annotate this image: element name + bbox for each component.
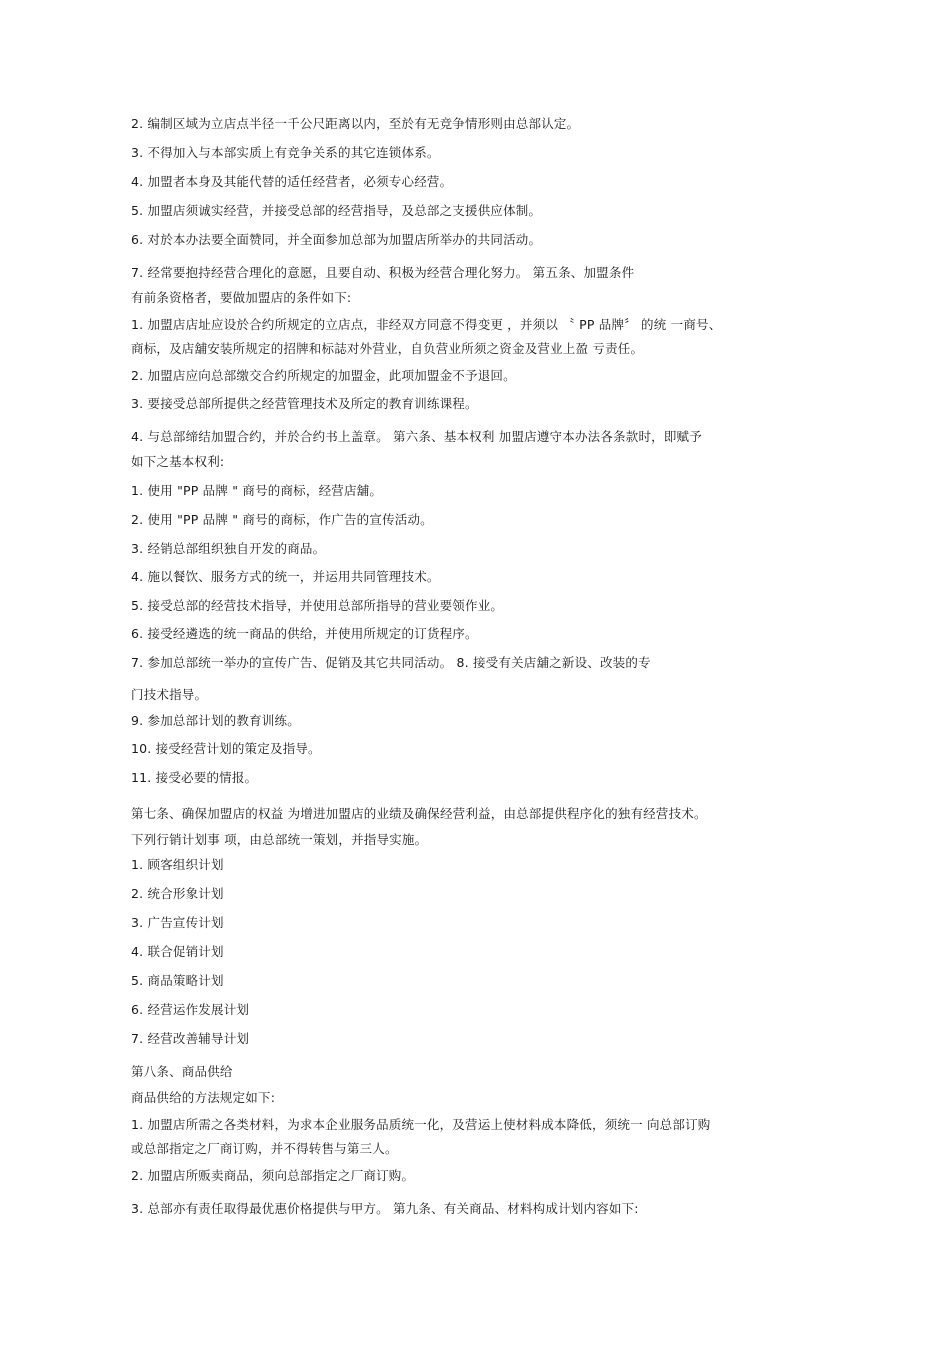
text-line: 6. 对於本办法要全面赞同，并全面参加总部为加盟店所举办的共同活动。	[131, 232, 542, 247]
text-line: 5. 加盟店须诚实经营，并接受总部的经营指导，及总部之支援供应体制。	[131, 203, 542, 218]
text-line: 5. 商品策略计划	[131, 973, 224, 988]
text-line: 4. 与总部缔结加盟合约，并於合约书上盖章。 第六条、基本权利 加盟店遵守本办法各条款时，即赋予	[131, 429, 702, 444]
text-line: 2. 使用 "PP 品牌 " 商号的商标，作广告的宣传活动。	[131, 512, 433, 527]
text-line: 6. 经营运作发展计划	[131, 1002, 250, 1017]
text-line: 1. 加盟店所需之各类材料，为求本企业服务品质统一化，及营运上使材料成本降低，须统一 向总部订购	[131, 1117, 711, 1132]
text-line: 7. 参加总部统一举办的宣传广告、促销及其它共同活动。 8. 接受有关店舖之新设、改装的专	[131, 655, 651, 670]
text-line: 商标，及店舖安装所规定的招牌和标誌对外营业，自负营业所须之资金及营业上盈 亏责任。	[131, 341, 644, 356]
text-line: 下列行销计划事 项，由总部统一策划，并指导实施。	[131, 832, 428, 847]
text-line: 2. 加盟店所贩卖商品，须向总部指定之厂商订购。	[131, 1168, 415, 1183]
text-line: 3. 总部亦有责任取得最优惠价格提供与甲方。 第九条、有关商品、材料构成计划内容如下:	[131, 1201, 639, 1216]
text-line: 2. 编制区域为立店点半径一千公尺距离以内，至於有无竞争情形则由总部认定。	[131, 116, 580, 131]
text-line: 2. 加盟店应向总部缴交合约所规定的加盟金，此项加盟金不予退回。	[131, 368, 516, 383]
text-line: 7. 经营改善辅导计划	[131, 1031, 250, 1046]
text-line: 4. 联合促销计划	[131, 944, 224, 959]
text-line: 有前条资格者，要做加盟店的条件如下:	[131, 290, 352, 305]
text-line: 第八条、商品供给	[131, 1064, 233, 1079]
text-line: 7. 经常要抱持经营合理化的意愿，且要自动、积极为经营合理化努力。 第五条、加盟条件	[131, 265, 635, 280]
text-line: 2. 统合形象计划	[131, 886, 224, 901]
text-line: 3. 经销总部组织独自开发的商品。	[131, 541, 326, 556]
text-line: 3. 广告宣传计划	[131, 915, 224, 930]
text-line: 3. 不得加入与本部实质上有竞争关系的其它连锁体系。	[131, 145, 440, 160]
text-line: 11. 接受必要的情报。	[131, 770, 258, 785]
text-line: 1. 使用 "PP 品牌 " 商号的商标，经营店舖。	[131, 483, 383, 498]
text-line: 4. 加盟者本身及其能代替的适任经营者，必须专心经营。	[131, 174, 453, 189]
text-line: 10. 接受经营计划的策定及指导。	[131, 741, 321, 756]
text-line: 3. 要接受总部所提供之经营管理技术及所定的教育训练课程。	[131, 396, 478, 411]
text-line: 或总部指定之厂商订购，并不得转售与第三人。	[131, 1141, 398, 1156]
text-line: 门技术指导。	[131, 687, 208, 702]
text-line: 1. 加盟店店址应设於合约所规定的立店点，非经双方同意不得变更 ，并须以 〝 PP 品牌〞 的统 一商号、	[131, 317, 722, 332]
text-line: 1. 顾客组织计划	[131, 857, 224, 872]
text-line: 5. 接受总部的经营技术指导，并使用总部所指导的营业要领作业。	[131, 598, 504, 613]
text-line: 4. 施以餐饮、服务方式的统一，并运用共同管理技术。	[131, 569, 440, 584]
text-line: 第七条、确保加盟店的权益 为增进加盟店的业绩及确保经营利益，由总部提供程序化的独有经营技术。	[131, 806, 707, 821]
text-line: 6. 接受经遴选的统一商品的供给，并使用所规定的订货程序。	[131, 626, 478, 641]
text-line: 商品供给的方法规定如下:	[131, 1090, 276, 1105]
text-line: 如下之基本权利:	[131, 454, 225, 469]
text-line: 9. 参加总部计划的教育训练。	[131, 713, 300, 728]
